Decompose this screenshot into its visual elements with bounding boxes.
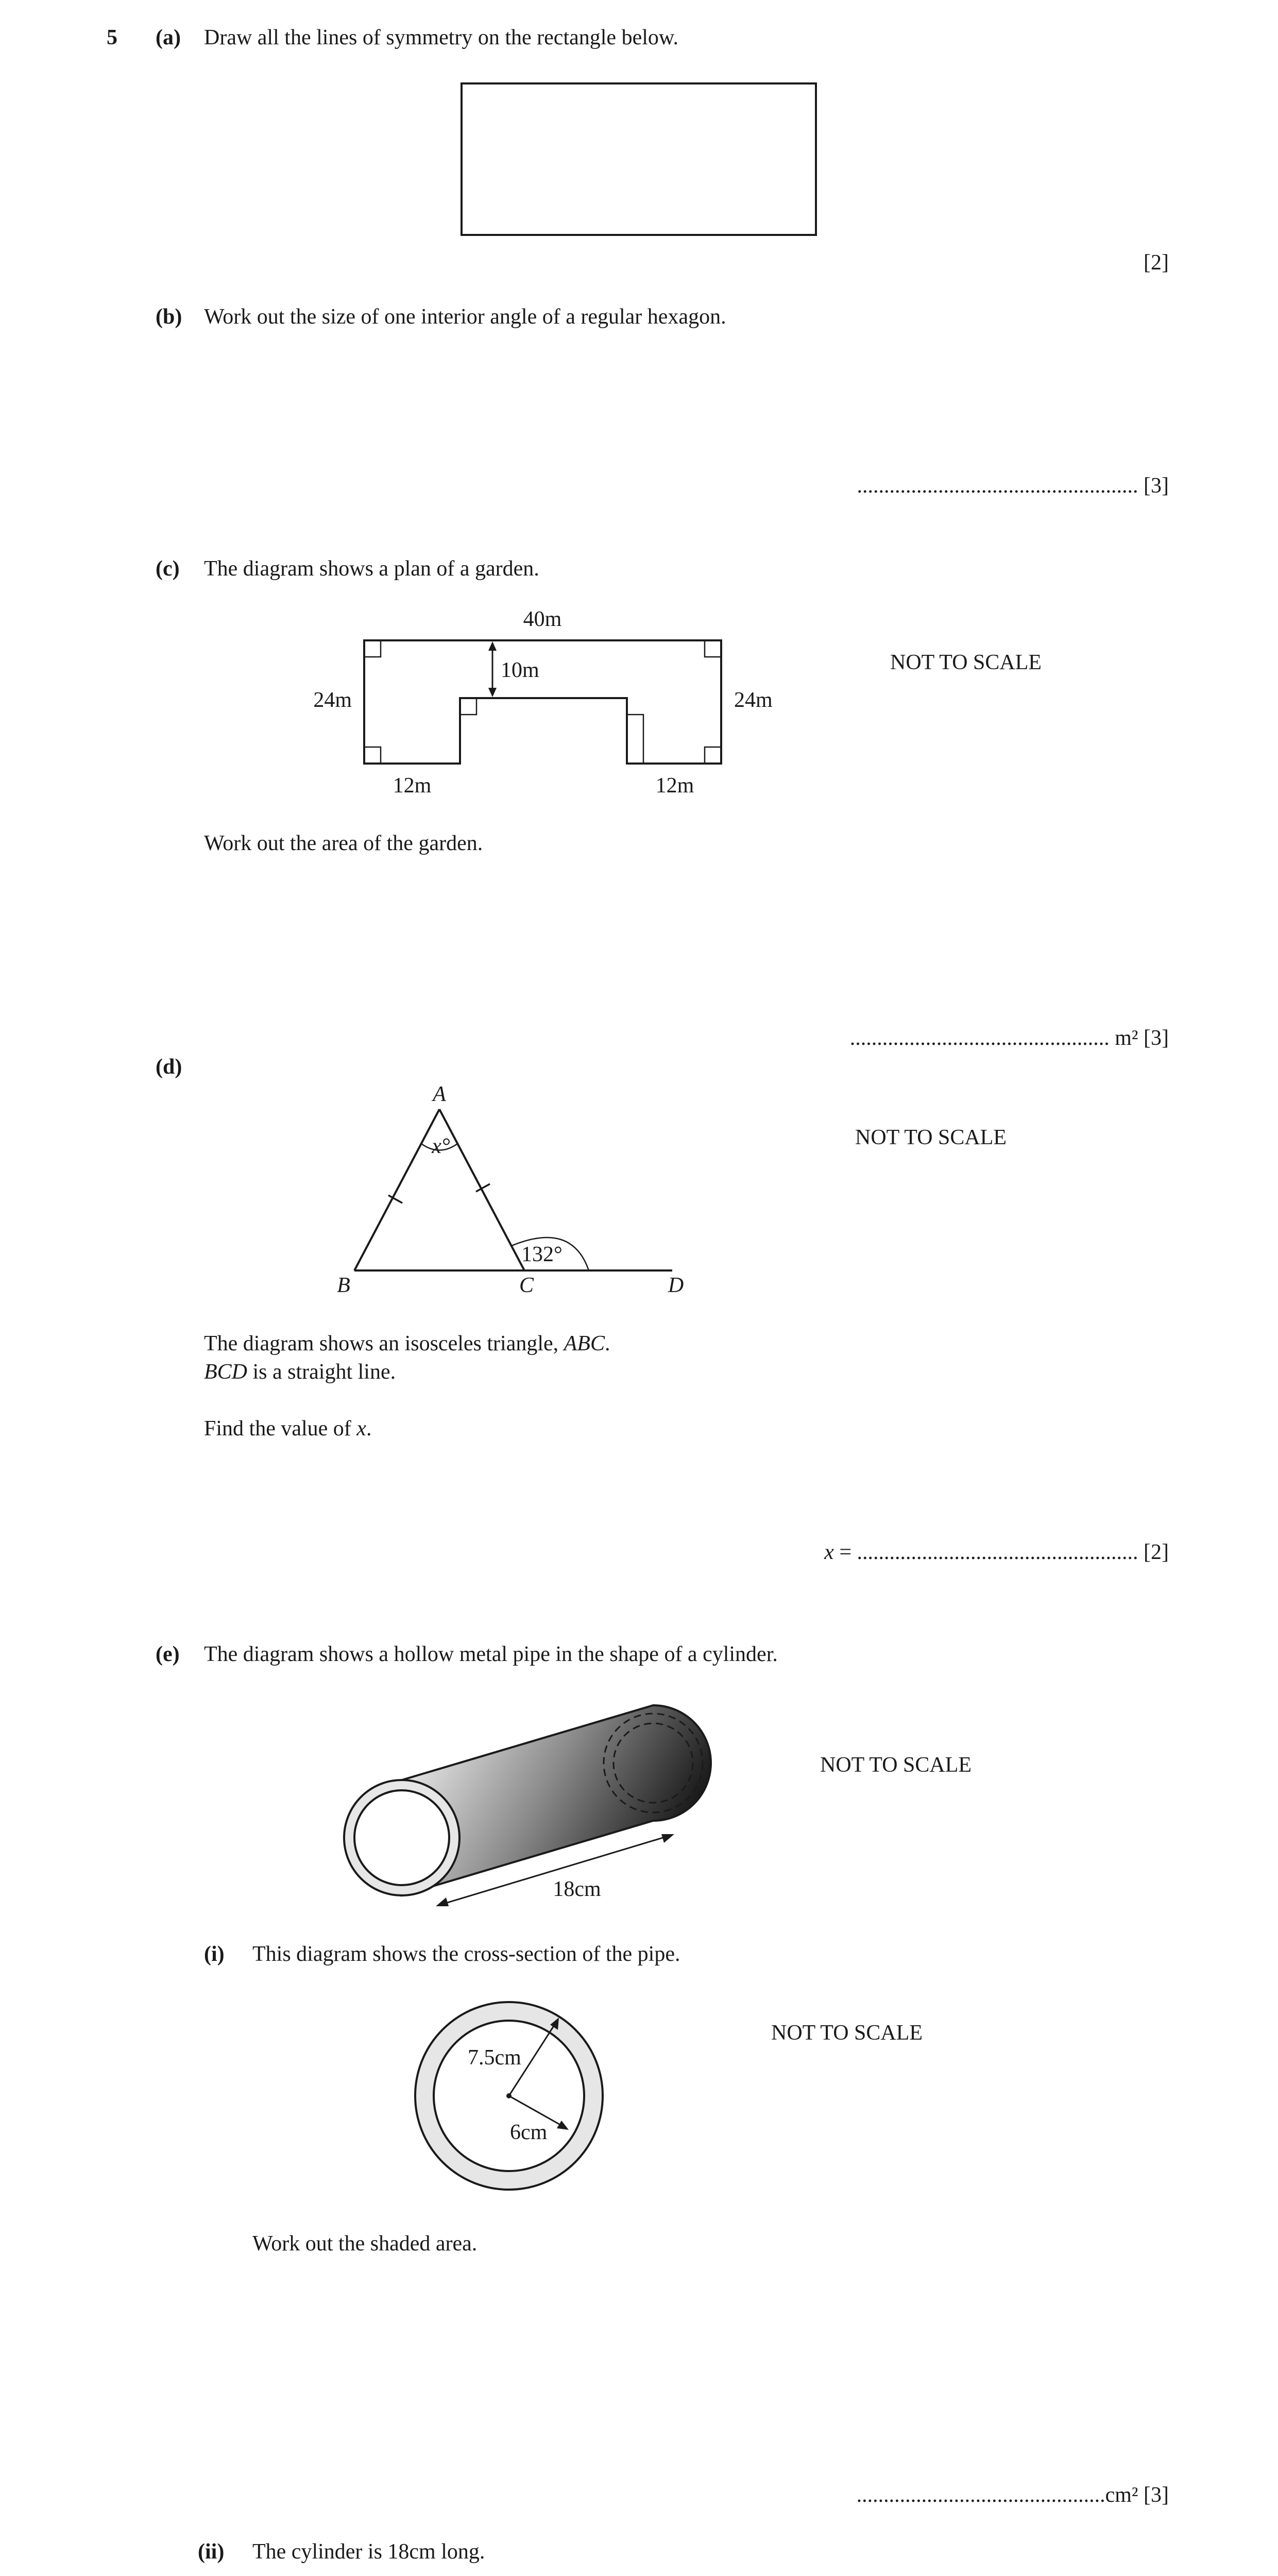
part-d-find-suffix: . [366, 1417, 372, 1440]
part-d-find [204, 1416, 371, 1442]
garden-right-length: 24m [734, 688, 773, 712]
part-a-text: Draw all the lines of symmetry on the rectangle below. [204, 26, 678, 49]
part-e-not-to-scale: NOT TO SCALE [820, 1753, 972, 1777]
part-e-i-not-to-scale: NOT TO SCALE [771, 2021, 923, 2045]
part-e-text: The diagram shows a hollow metal pipe in the shape of a cylinder. [204, 1642, 778, 1666]
garden-depth-length: 10m [501, 658, 539, 682]
angle-132-label: 132° [521, 1243, 563, 1266]
garden-plan-diagram [364, 640, 721, 764]
part-e-ii-label: (ii) [198, 2540, 225, 2564]
part-e-i-unit: cm² [1105, 2483, 1138, 2507]
part-c-label: (c) [156, 557, 180, 581]
part-b-marks: [3] [1144, 474, 1169, 498]
part-b-answer-row [857, 473, 1169, 499]
part-c-unit: m² [1115, 1026, 1138, 1050]
part-b-answer-line[interactable]: .................................................... [857, 474, 1138, 498]
part-c-answer-line[interactable]: ................................................ [849, 1026, 1110, 1050]
part-d-line2-line: BCD [204, 1360, 247, 1384]
part-d-answer-eq: = [833, 1540, 857, 1564]
part-d-line2 [204, 1359, 396, 1385]
pipe-length-label: 18cm [553, 1877, 601, 1901]
cross-section-diagram [415, 2002, 603, 2190]
part-e-i-text: This diagram shows the cross-section of the pipe. [252, 1942, 680, 1966]
garden-left-length: 24m [313, 688, 352, 712]
part-d-line1-triangle: ABC [564, 1332, 605, 1355]
part-d-line1 [204, 1331, 610, 1357]
pipe-diagram [344, 1705, 711, 1906]
part-d-line1-prefix: The diagram shows an isosceles triangle, [204, 1332, 564, 1355]
garden-top-length: 40m [523, 607, 562, 631]
symmetry-rectangle[interactable] [462, 83, 816, 235]
vertex-C: C [519, 1274, 534, 1297]
part-c-marks: [3] [1144, 1026, 1169, 1050]
part-e-i-answer-row [857, 2482, 1169, 2508]
part-b-text: Work out the size of one interior angle of a regular hexagon. [204, 305, 726, 329]
part-c-text: The diagram shows a plan of a garden. [204, 557, 539, 581]
part-d-find-prefix: Find the value of [204, 1417, 357, 1440]
part-d-not-to-scale: NOT TO SCALE [855, 1126, 1007, 1149]
vertex-D: D [668, 1274, 684, 1297]
part-d-marks: [2] [1144, 1540, 1169, 1564]
part-a-marks: [2] [1144, 251, 1169, 275]
part-d-find-var: x [356, 1417, 366, 1440]
part-e-label: (e) [156, 1642, 180, 1666]
garden-bottom-right-length: 12m [655, 774, 694, 798]
part-e-i-marks: [3] [1144, 2483, 1169, 2507]
part-d-label: (d) [156, 1055, 182, 1079]
question-number: 5 [107, 26, 117, 49]
part-d-answer-row [824, 1539, 1169, 1565]
part-b-label: (b) [156, 305, 182, 329]
vertex-B: B [337, 1274, 350, 1297]
garden-bottom-left-length: 12m [393, 774, 432, 798]
part-c-answer-row [850, 1025, 1169, 1051]
part-d-line1-suffix: . [604, 1332, 610, 1355]
part-e-i-label: (i) [204, 1942, 225, 1966]
triangle-diagram [354, 1109, 672, 1270]
part-c-not-to-scale: NOT TO SCALE [890, 651, 1042, 674]
part-d-answer-var: x [824, 1540, 834, 1564]
part-e-i-instruction: Work out the shaded area. [252, 2232, 478, 2256]
inner-radius-label: 6cm [510, 2121, 548, 2144]
part-e-ii-text: The cylinder is 18cm long. [252, 2540, 485, 2564]
vertex-A: A [433, 1082, 446, 1106]
part-c-instruction: Work out the area of the garden. [204, 832, 483, 855]
part-a-label: (a) [156, 26, 181, 49]
part-e-i-answer-line[interactable]: .............................................. [856, 2483, 1105, 2507]
outer-radius-label: 7.5cm [468, 2046, 521, 2070]
angle-x-label: x° [432, 1134, 450, 1158]
part-d-answer-line[interactable]: .................................................... [857, 1540, 1138, 1564]
part-d-line2-suffix: is a straight line. [247, 1360, 396, 1384]
